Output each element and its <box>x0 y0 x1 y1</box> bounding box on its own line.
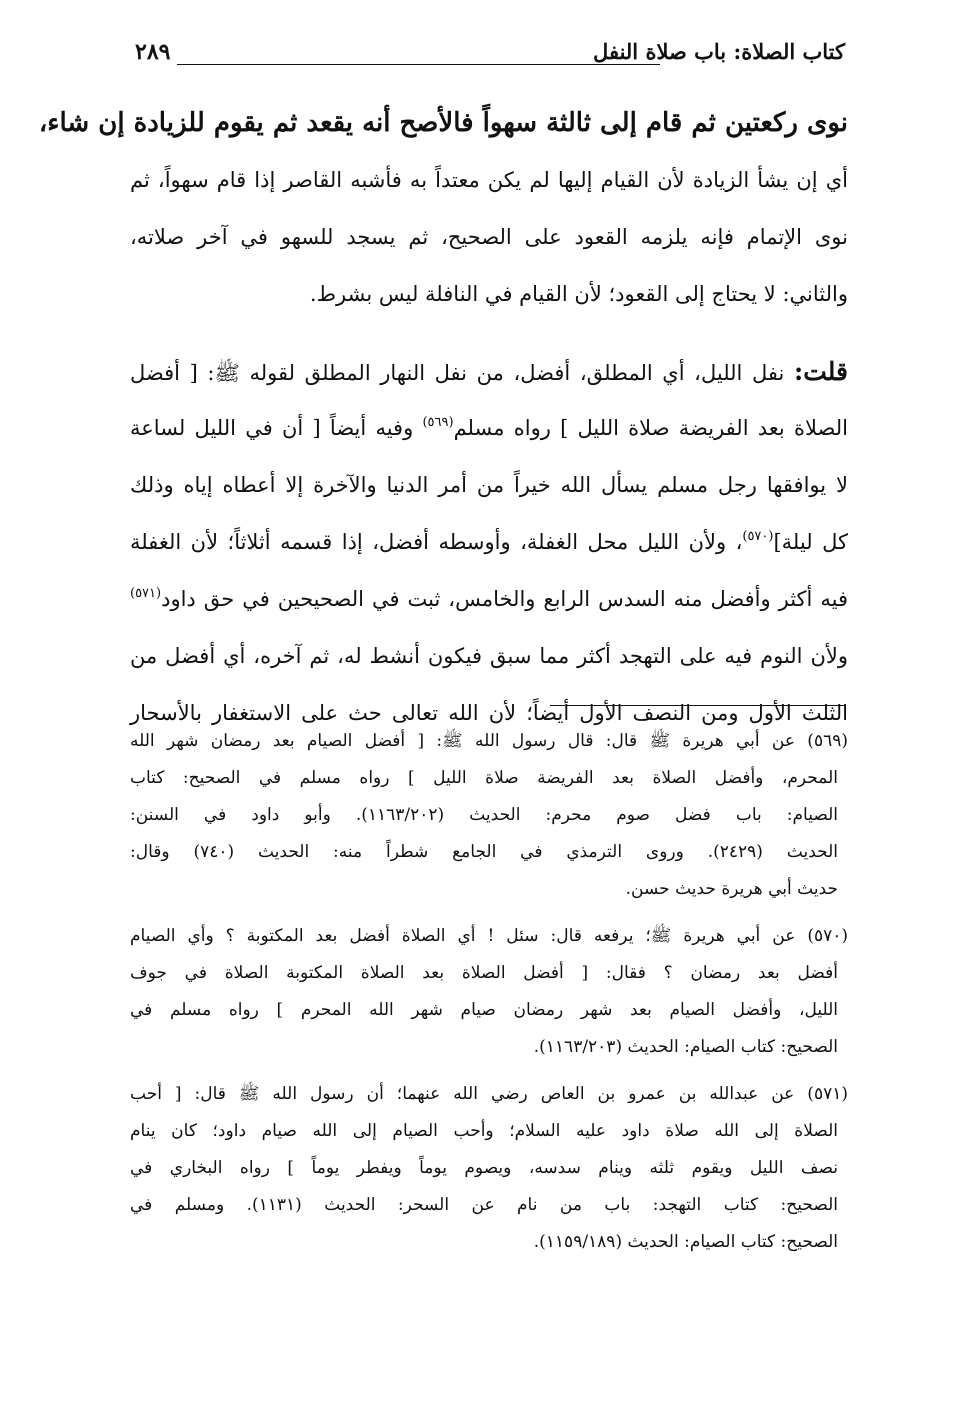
footnotes <box>130 723 848 1261</box>
footnote-line: الصيام: باب فضل صوم محرم: الحديث (١١٦٣/٢٠٢). وأبو داود في السنن: <box>130 805 838 825</box>
text-line-content: فيه أكثر وأفضل منه السدس الرابع والخامس، ثبت في الصحيحين في حق داود <box>161 587 848 611</box>
footnote-gap <box>130 1066 848 1076</box>
matn-line: نوى ركعتين ثم قام إلى ثالثة سهواً فالأصح أنه يقعد ثم يقوم للزيادة إن شاء، <box>38 108 848 138</box>
text-line: الثلث الأول ومن النصف الأول أيضاً؛ لأن الله تعالى حث على الاستغفار بالأسحار <box>130 701 848 725</box>
footnote-line: نصف الليل ويقوم ثلثه وينام سدسه، ويصوم يوماً ويفطر يوماً ] رواه البخاري في <box>130 1158 838 1178</box>
footnote-line: الصحيح: كتاب الصيام: الحديث (١١٦٣/٢٠٣). <box>533 1037 838 1057</box>
text-line: أي إن يشأ الزيادة لأن القيام إليها لم يكن معتداً به فأشبه القاصر إذا قام سهواً، ثم <box>130 168 848 192</box>
text-line <box>130 343 848 400</box>
footnote-line: الحديث (٢٤٢٩). وروى الترمذي في الجامع شطراً منه: الحديث (٧٤٠) وقال: <box>130 842 838 862</box>
page-number: ٢٨٩ <box>135 39 171 65</box>
text-line-content: وفيه أيضاً [ أن في الليل لساعة <box>130 416 423 440</box>
footnote-ref[interactable]: (٥٧٠) <box>742 529 774 544</box>
text-line: لا يوافقها رجل مسلم يسأل الله خيراً من أمر الدنيا والآخرة إلا أعطاه إياه وذلك <box>130 473 848 497</box>
footnote-line: (٥٦٩) عن أبي هريرة ﷺ قال: قال رسول الله ﷺ: [ أفضل الصيام بعد رمضان شهر الله <box>130 731 848 751</box>
text-line-content: نفل الليل، أي المطلق، أفضل، من نفل النهار المطلق لقوله ﷺ: [ أفضل <box>130 361 785 385</box>
text-line: والثاني: لا يحتاج إلى القعود؛ لأن القيام في النافلة ليس بشرط. <box>309 282 848 306</box>
text-line <box>130 400 848 457</box>
running-header <box>135 38 845 70</box>
footnote-line: الصحيح: كتاب التهجد: باب من نام عن السحر: الحديث (١١٣١). ومسلم في <box>130 1195 838 1215</box>
text-line <box>130 514 848 571</box>
header-rule <box>177 64 660 65</box>
footnote-line: المحرم، وأفضل الصلاة بعد الفريضة صلاة الليل ] رواه مسلم في الصحيح: كتاب <box>130 768 838 788</box>
text-line-content: ، ولأن الليل محل الغفلة، وأوسطه أفضل، إذا قسمه أثلاثاً؛ لأن الغفلة <box>130 530 743 554</box>
footnote-ref[interactable]: (٥٧١) <box>130 586 162 601</box>
footnote-line: الصلاة إلى الله صلاة داود عليه السلام؛ وأحب الصيام إلى الله صيام داود؛ كان ينام <box>130 1121 838 1141</box>
text-line: ولأن النوم فيه على التهجد أكثر مما سبق فيكون أنشط له، ثم آخره، أي أفضل من <box>130 644 848 668</box>
footnote-line: (٥٧٠) عن أبي هريرة ﷺ؛ يرفعه قال: سئل ! أي الصلاة أفضل بعد المكتوبة ؟ وأي الصيام <box>130 926 848 946</box>
main-text <box>38 95 848 742</box>
footnote-ref[interactable]: (٥٦٩) <box>422 415 454 430</box>
footnote-separator <box>550 705 846 706</box>
footnote-line: (٥٧١) عن عبدالله بن عمرو بن العاص رضي الله عنهما؛ أن رسول الله ﷺ قال: [ أحب <box>130 1084 848 1104</box>
qultu-label: قلت: <box>793 357 848 386</box>
footnote-line: أفضل بعد رمضان ؟ فقال: [ أفضل الصلاة بعد الصلاة المكتوبة الصلاة في جوف <box>130 963 838 983</box>
footnote-line: حديث أبي هريرة حديث حسن. <box>625 879 838 899</box>
text-line-content: كل ليلة] <box>773 530 848 554</box>
text-line-content: الصلاة بعد الفريضة صلاة الليل ] رواه مسلم <box>453 416 848 440</box>
text-line: نوى الإتمام فإنه يلزمه القعود على الصحيح، ثم يسجد للسهو في آخر صلاته، <box>130 225 848 249</box>
paragraph-gap <box>130 323 848 343</box>
footnote-gap <box>130 908 848 918</box>
footnote-line: الصحيح: كتاب الصيام: الحديث (١١٥٩/١٨٩). <box>533 1232 838 1252</box>
footnote-line: الليل، وأفضل الصيام بعد شهر رمضان صيام شهر الله المحرم ] رواه مسلم في <box>130 1000 838 1020</box>
text-line <box>130 571 848 628</box>
running-title: كتاب الصلاة: باب صلاة النفل <box>593 39 845 64</box>
